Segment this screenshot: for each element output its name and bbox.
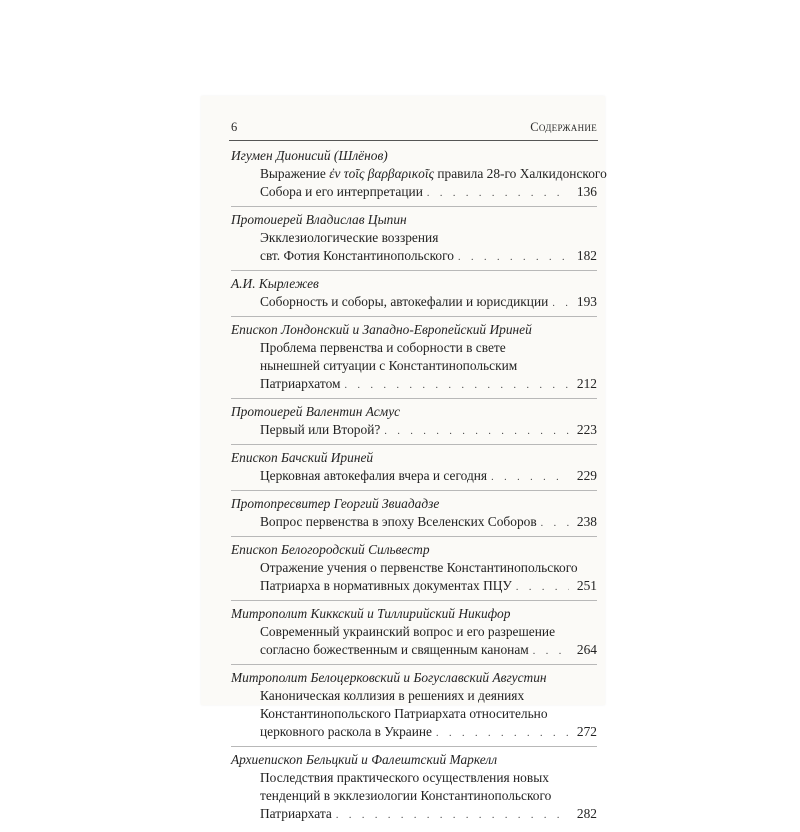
entry-title-line: Экклезиологические воззрения — [260, 230, 439, 245]
entry-title-end: Собора и его интерпретации — [260, 184, 423, 199]
page-number: 223 — [576, 422, 597, 437]
entry-final-line — [260, 577, 597, 597]
leader-dots — [491, 469, 569, 487]
entry-final-line — [260, 421, 597, 441]
leader-dots — [458, 249, 569, 267]
entry-final-line — [260, 641, 597, 661]
entry-author: Архиепископ Бельцкий и Фалештский Маркелл — [231, 752, 498, 767]
page-number: 238 — [576, 514, 597, 529]
entry-author: Епископ Белогородский Сильвестр — [231, 542, 430, 557]
leader-dots — [336, 807, 569, 825]
toc-entry — [231, 495, 597, 537]
page-number: 282 — [576, 806, 597, 821]
page-number: 182 — [576, 248, 597, 263]
leader-dots — [533, 643, 569, 661]
page-number: 193 — [576, 294, 597, 309]
toc-entry — [231, 605, 597, 665]
entry-title-line: тенденций в экклезиологии Константинопольского — [260, 788, 552, 803]
entry-title-end: свт. Фотия Константинопольского — [260, 248, 454, 263]
toc-entry — [231, 275, 597, 317]
title-text: правила 28-го Халкидонского — [434, 166, 607, 181]
entry-author: Митрополит Киккский и Тиллирийский Никифор — [231, 606, 511, 621]
entry-title-end: Церковная автокефалия вчера и сегодня — [260, 468, 488, 483]
page-number: 212 — [576, 376, 597, 391]
entry-title-end: Патриарха в нормативных документах ПЦУ — [260, 578, 512, 593]
title-text: Выражение — [260, 166, 330, 181]
leader-dots — [345, 377, 570, 395]
entry-title-end: церковного раскола в Украине — [260, 724, 433, 739]
toc-entry — [231, 449, 597, 491]
entry-final-line — [260, 467, 597, 487]
entry-title-end: Патриархата — [260, 806, 332, 821]
entry-author: Протопресвитер Георгий Звиададзе — [231, 496, 440, 511]
toc-entry — [231, 541, 597, 601]
toc-entry — [231, 403, 597, 445]
entry-title-end: Соборность и соборы, автокефалии и юрисдикции — [260, 294, 549, 309]
toc-entry — [231, 669, 597, 747]
entry-final-line — [260, 293, 597, 313]
entry-title-end: Патриархатом — [260, 376, 341, 391]
leader-dots — [516, 579, 569, 597]
header-title: Содержание — [530, 120, 597, 134]
entry-title-end: Вопрос первенства в эпоху Вселенских Соборов — [260, 514, 537, 529]
entry-title-line: Константинопольского Патриархата относительно — [260, 706, 548, 721]
entry-final-line — [260, 247, 597, 267]
entry-final-line — [260, 805, 597, 825]
leader-dots — [427, 185, 569, 203]
entry-author: Протоиерей Владислав Цыпин — [231, 212, 407, 227]
leader-dots — [384, 423, 569, 441]
entry-title-line — [260, 165, 607, 183]
entry-author: Протоиерей Валентин Асмус — [231, 404, 401, 419]
entry-final-line — [260, 723, 597, 743]
leader-dots — [552, 295, 569, 313]
toc-entry — [231, 751, 597, 828]
entry-final-line — [260, 513, 597, 533]
toc-entry — [231, 147, 607, 207]
entry-title-line: Последствия практического осуществления новых — [260, 770, 549, 785]
entry-author: Епископ Бачский Ириней — [231, 450, 374, 465]
entry-author: Митрополит Белоцерковский и Богуславский Августин — [231, 670, 547, 685]
leader-dots — [436, 725, 569, 743]
page-number: 136 — [576, 184, 597, 199]
entry-final-line — [260, 375, 597, 395]
entry-title-end: согласно божественным и священным канонам — [260, 642, 529, 657]
entry-author: А.И. Кырлежев — [231, 276, 319, 291]
page-number: 264 — [576, 642, 597, 657]
table-of-contents — [231, 147, 607, 832]
leader-dots — [541, 515, 569, 533]
entry-author: Игумен Дионисий (Шлёнов) — [231, 148, 388, 163]
entry-title-end: Первый или Второй? — [260, 422, 381, 437]
header-rule — [229, 140, 598, 141]
toc-entry — [231, 211, 597, 271]
toc-entry — [231, 321, 597, 399]
running-head — [231, 120, 597, 135]
page-number: 251 — [576, 578, 597, 593]
page-number: 272 — [576, 724, 597, 739]
entry-final-line — [260, 183, 597, 203]
greek-phrase: ἐν τοῖς βαρβαρικοῖς — [329, 166, 435, 181]
entry-title-line: нынешней ситуации с Константинопольским — [260, 358, 518, 373]
page-number: 229 — [576, 468, 597, 483]
entry-title-line: Современный украинский вопрос и его разрешение — [260, 624, 556, 639]
header-page-number: 6 — [231, 120, 238, 134]
entry-title-line: Отражение учения о первенстве Константинопольского — [260, 560, 578, 575]
entry-title-line: Каноническая коллизия в решениях и деяниях — [260, 688, 525, 703]
entry-title-line: Проблема первенства и соборности в свете — [260, 340, 506, 355]
entry-author: Епископ Лондонский и Западно-Европейский Ириней — [231, 322, 532, 337]
